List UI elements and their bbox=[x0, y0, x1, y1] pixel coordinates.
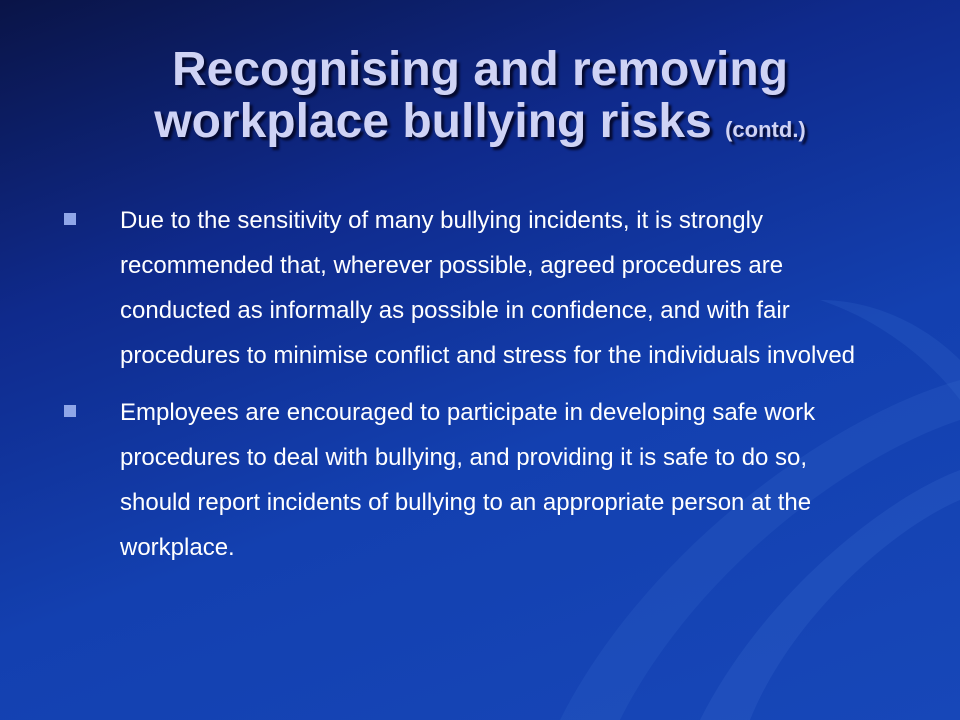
title-line-2-text: workplace bullying risks bbox=[154, 95, 712, 148]
square-bullet-icon bbox=[64, 405, 76, 417]
title-line-1: Recognising and removing bbox=[171, 43, 789, 96]
slide-title bbox=[0, 44, 960, 156]
bullet-item bbox=[64, 390, 884, 570]
bullet-text: Employees are encouraged to participate in developing safe work procedures to deal with bullying, and providing it is safe to do so, should report incidents of bullying to an appropriate person at the workplace. bbox=[120, 399, 816, 561]
bullet-text: Due to the sensitivity of many bullying incidents, it is strongly recommended that, wherever possible, agreed procedures are conducted as informally as possible in confidence, and with fair procedures to minimise conflict and stress for the individuals involved bbox=[120, 207, 856, 369]
bullet-item bbox=[64, 198, 884, 378]
bullet-list bbox=[64, 198, 884, 582]
square-bullet-icon bbox=[64, 213, 76, 225]
title-suffix: (contd.) bbox=[725, 117, 806, 142]
title-line-2 bbox=[0, 96, 960, 156]
